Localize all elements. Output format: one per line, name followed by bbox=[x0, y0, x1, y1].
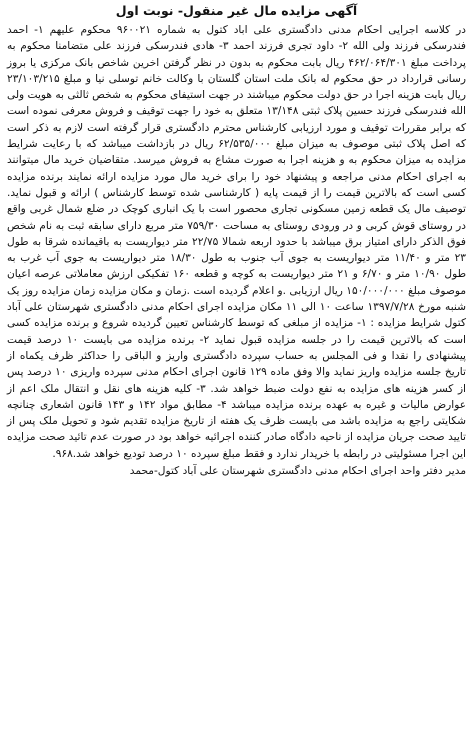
notice-body: در کلاسه اجرایی احکام مدنی دادگستری علی اباد کتول به شماره ۹۶۰۰۲۱ محکوم علیهم ۱- احمد فندرسکی فرزند ولی الله ۲- داود تجری فرزند احمد ۳- هادی فندرسکی فرزند علی متضامنا محکوم به پرداخت مبلغ ۴۶۲/۰۶۴/۳۰۱ ریال بابت محکوم به بدون در نظر گرفتن اخرین شاخص بانک مرکزی یا بروز رسانی قرارداد در حق محکوم له بانک ملت استان گلستان با وکالت خانم توسلی نیا و مبلغ ۲۳/۱۰۳/۲۱۵ ریال بابت هزینه اجرا در حق دولت محکوم میباشند در جهت استیفای محکوم به شخص ثالثی به هویت ولی الله فندرسکی فرزند حسین پلاک ثبتی ۱۳/۱۴۸ متعلق به خود را جهت توقیف و فروش معرفی نموده است که برابر مقررات توقیف و مورد ارزیابی کارشناس محترم دادگستری قرار گرفته است لازم به ذکر است که اصل پلاک ثبتی موصوف به میزان مبلغ ۶۲/۵۳۵/۰۰۰ ریال در بازداشت میباشد که با رعایت شرایط مزایده به میزان محکوم به و هزینه اجرا به صورت مشاع به فروش میرسد. متقاضیان خرید مال میتوانند به اجرای احکام مدنی مراجعه و پیشنهاد خود را برای خرید مال مورد مزایده ارائه نمایند برنده مزایده کسی است که بالاترین قیمت را از قیمت پایه ( کارشناسی شده توسط کارشناس ) ارائه و قبول نماید. توصیف مال یک قطعه زمین مسکونی تجاری محصور است با یک انباری کوچک در ضلع شمال غربی واقع در روستای قوش کربی و در ورودی روستای به مساحت ۷۵۹/۳۰ متر مربع دارای سابقه ثبت به نام شخص فوق الذکر دارای امتیاز برق میباشد با حدود اربعه شمالا ۲۲/۷۵ متر دیواریست به باقیمانده شرقا به طول ۲۳ متر و ۱۱/۴۰ متر دیواریست به جوی آب جنوب به طول ۱۸/۳۰ متر دیواریست به جوی آب غرب به طول ۱۰/۹۰ متر و ۶/۷۰ و ۲۱ متر دیواریست به کوچه و قطعه ۱۶۰ تفکیکی ارزش معاملاتی عرصه اعیان موصوف مبلغ ۱۵۰/۰۰۰/۰۰۰ ریال ارزیابی .و اعلام گردیده است .زمان و مکان مزایده زمان مزایده روز یک شنبه مورخ ۱۳۹۷/۷/۲۸ ساعت ۱۰ الی ۱۱ مکان مزایده اجرای احکام مدنی دادگستری شهرستان علی آباد کتول شرایط مزایده : ۱- مزایده از مبلغی که توسط کارشناس تعیین گردیده شروع و برنده مزایده کسی است که بالاترین قیمت را در جلسه مزایده قبول نماید ۲- برنده مزایده می بایست ۱۰ درصد قیمت پیشنهادی را نقدا و فی المجلس به حساب سپرده دادگستری واریز و الباقی را حداکثر ظرف یکماه از تاریخ جلسه مزایده واریز نماید والا وفق ماده ۱۲۹ قانون اجرای احکام مدنی سپرده واریزی ۱۰ درصد پس از کسر هزینه های مزایده به نفع دولت ضبط خواهد شد. ۳- کلیه هزینه های نقل و انتقال ملک اعم از عوارض مالیات و غیره به عهده برنده مزایده میباشد ۴- مطابق مواد ۱۴۲ و ۱۴۳ قانون اشعاری چنانچه شکایتی راجع به مزایده باشد می بایست ظرف یک هفته از تاریخ مزایده تقدیم شود و تحویل ملک پس از تایید صحت جریان مزایده از ناحیه دادگاه صادر کننده اجرائیه خواهد بود در صورت عدم تائید صحت مزایده این اجرا مسئولیتی در رابطه با خریدار ندارد و فقط مبلغ سپرده ۱۰ درصد تودیع خواهد شد.۹۶۸. bbox=[7, 24, 467, 460]
notice-title: آگهی مزایده مال غیر منقول- نوبت اول bbox=[115, 3, 358, 18]
notice-signature: مدیر دفتر واحد اجرای احکام مدنی دادگستری شهرستان علی آباد کتول-محمد bbox=[129, 465, 466, 478]
